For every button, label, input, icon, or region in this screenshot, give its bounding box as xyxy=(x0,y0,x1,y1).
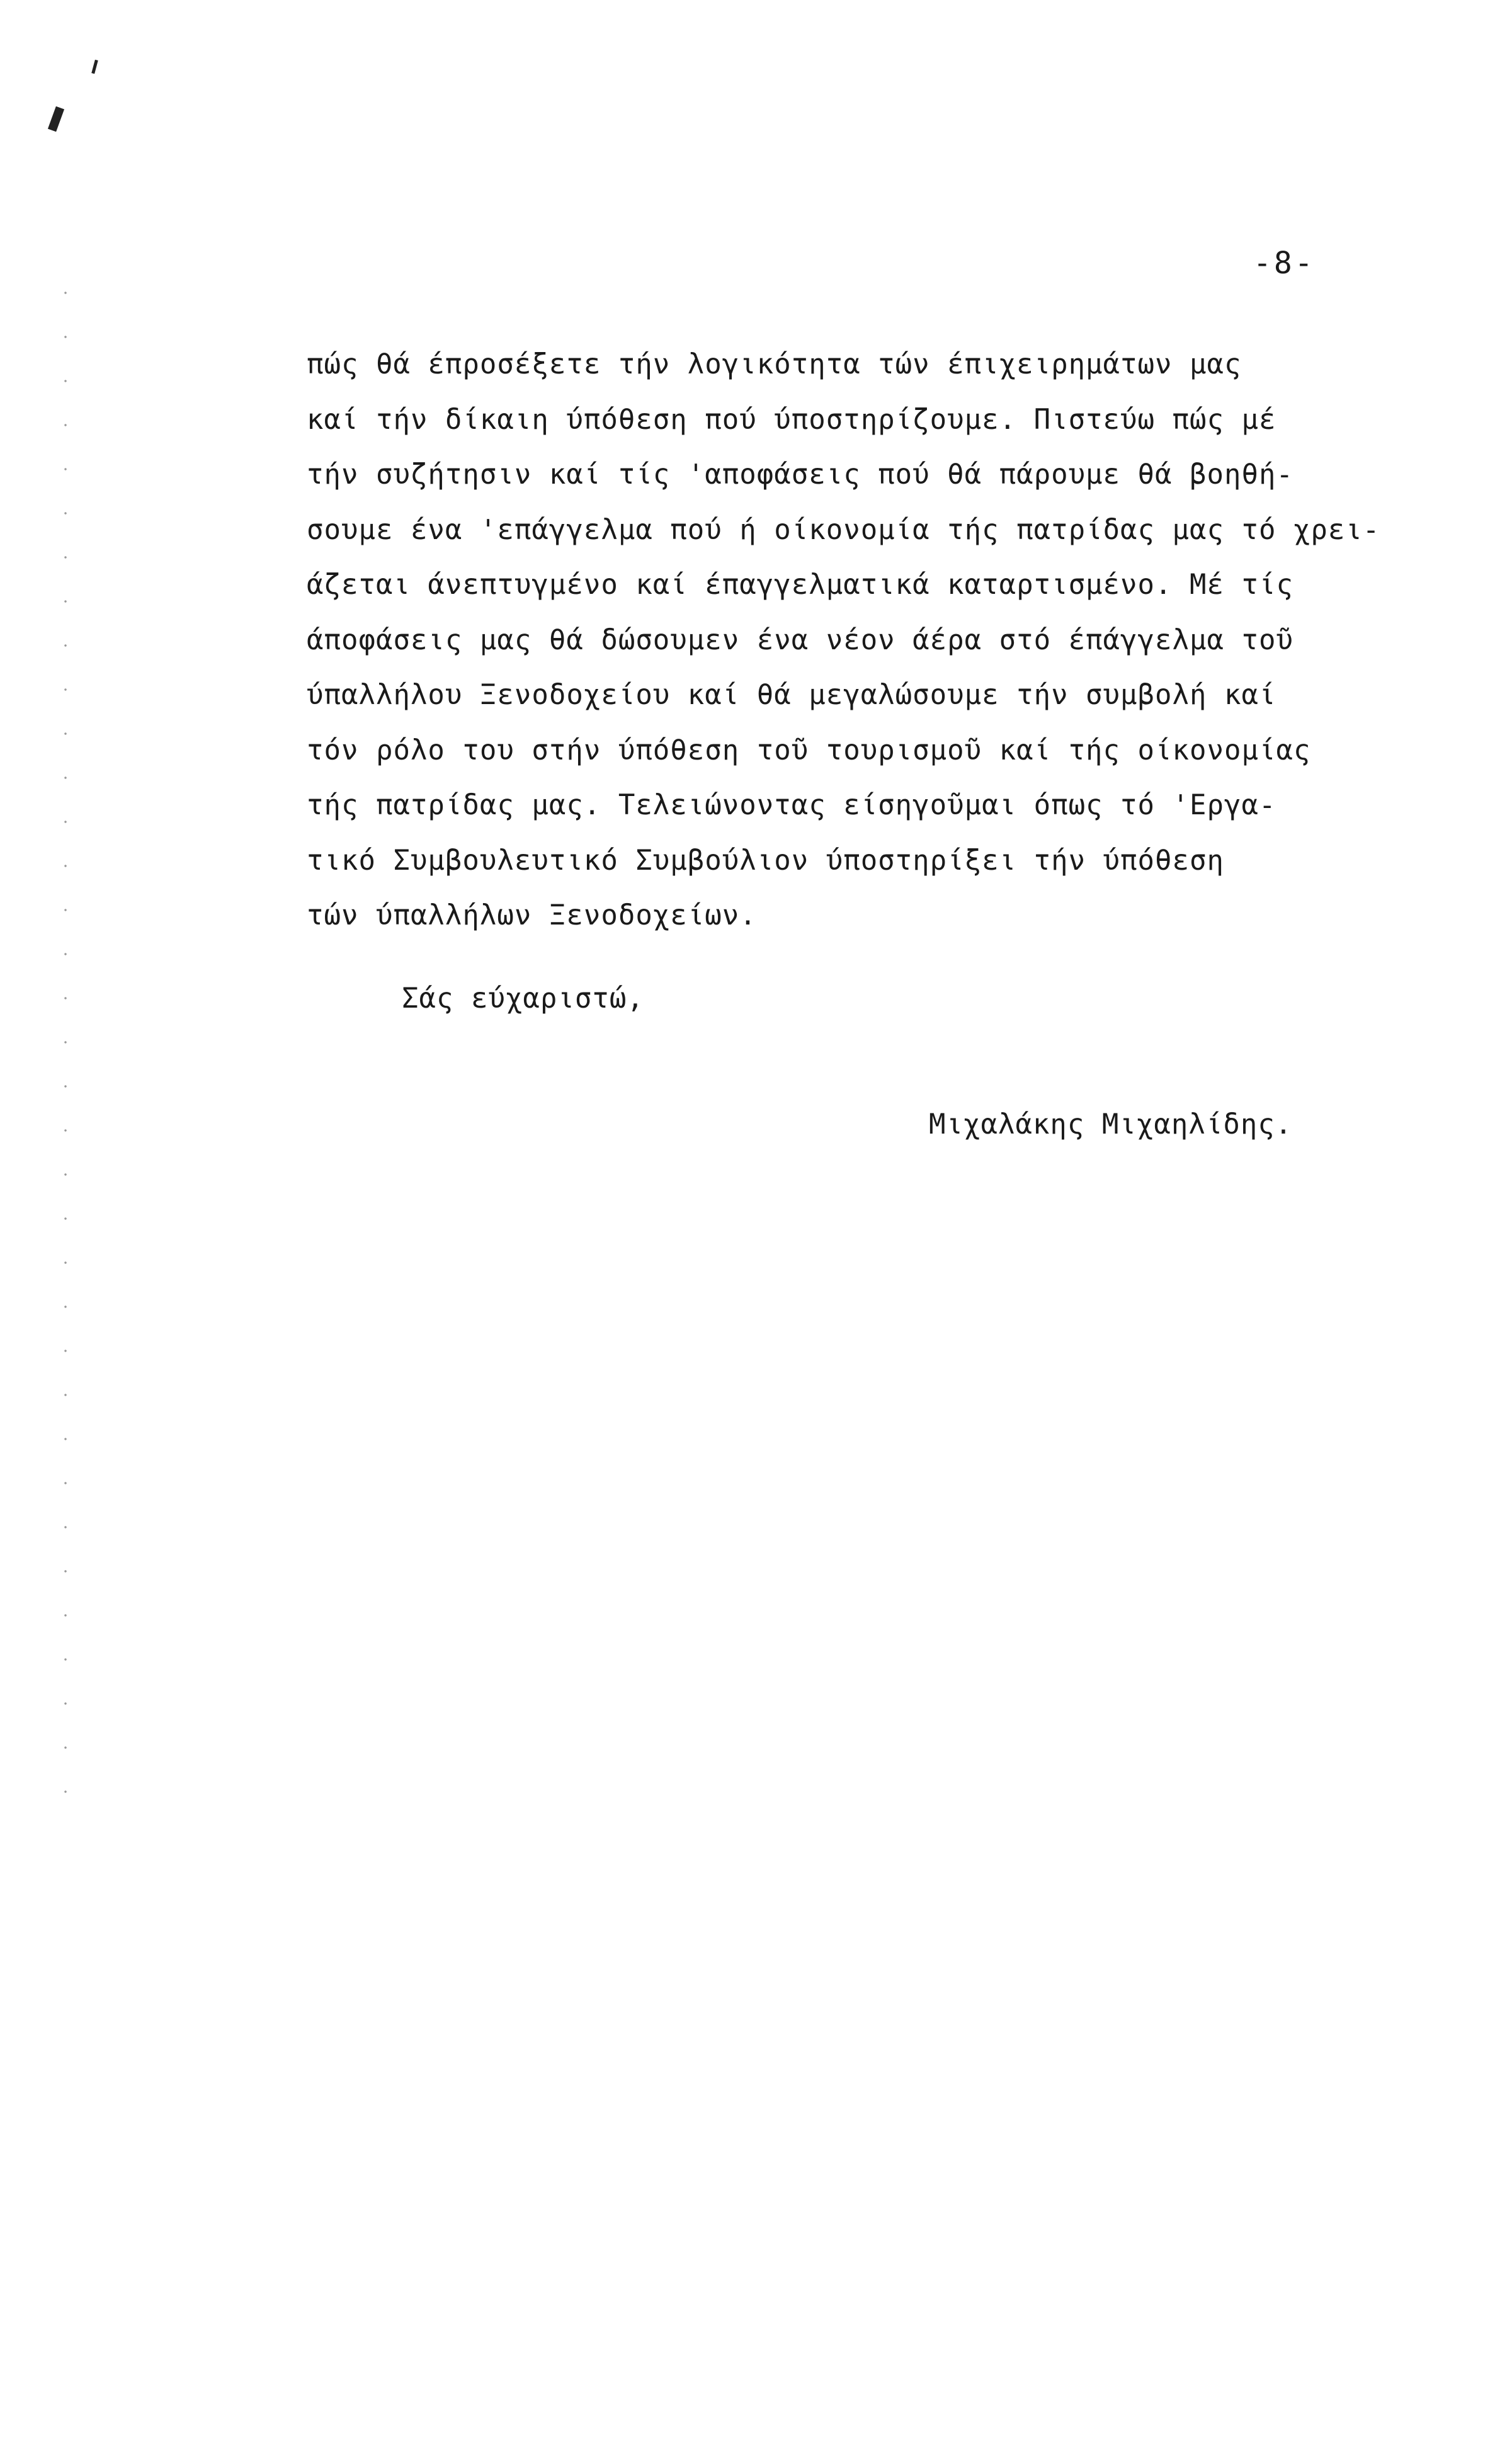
signature-name: Μιχαλάκης Μιχαηλίδης. xyxy=(929,1108,1293,1141)
ink-mark xyxy=(48,106,64,132)
body-line: πώς θά έπροσέξετε τήν λογικότητα τών έπιχειρημάτων μας xyxy=(307,348,1242,380)
body-line: τόν ρόλο του στήν ύπόθεση τοῦ τουρισμοῦ καί τής οίκονομίας xyxy=(307,734,1311,766)
closing-salutation: Σάς εύχαριστώ, xyxy=(402,982,644,1015)
body-line: τικό Συμβουλευτικό Συμβούλιον ύποστηρίξει τήν ύπόθεση xyxy=(307,844,1224,877)
page-number: -8- xyxy=(1253,246,1316,281)
body-line: άζεται άνεπτυγμένο καί έπαγγελματικά καταρτισμένο. Μέ τίς xyxy=(307,569,1293,601)
body-line: τών ύπαλλήλων Ξενοδοχείων. xyxy=(307,899,757,931)
body-line: σουμε ένα 'επάγγελμα πού ή οίκονομία τής πατρίδας μας τό χρει- xyxy=(307,513,1380,546)
body-line: ύπαλλήλου Ξενοδοχείου καί θά μεγαλώσουμε τήν συμβολή καί xyxy=(307,679,1276,711)
margin-specks xyxy=(63,271,68,1814)
body-line: τής πατρίδας μας. Τελειώνοντας είσηγοῦμαι όπως τό 'Εργα- xyxy=(307,789,1276,821)
ink-mark xyxy=(91,60,98,74)
body-line: άποφάσεις μας θά δώσουμεν ένα νέον άέρα στό έπάγγελμα τοῦ xyxy=(307,623,1293,656)
body-line: καί τήν δίκαιη ύπόθεση πού ύποστηρίζουμε. Πιστεύω πώς μέ xyxy=(307,403,1276,436)
body-line: τήν συζήτησιν καί τίς 'αποφάσεις πού θά πάρουμε θά βοηθή- xyxy=(307,458,1293,491)
letter-body xyxy=(307,337,1491,943)
